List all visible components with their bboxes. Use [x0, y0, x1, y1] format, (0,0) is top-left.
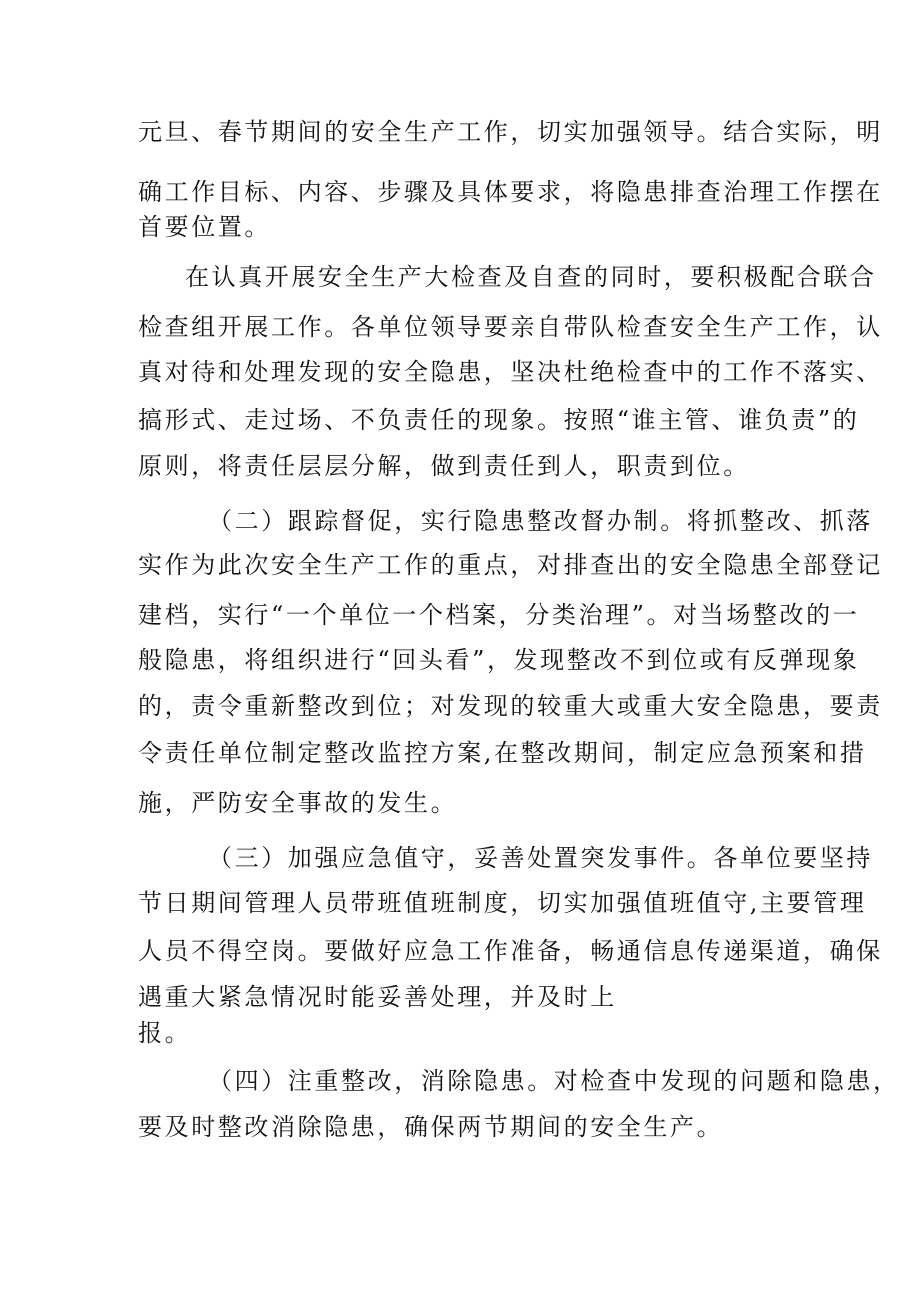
text-line: 人员不得空岗。要做好应急工作准备，畅通信息传递渠道，确保 [138, 937, 883, 965]
text-line: 原则，将责任层层分解，做到责任到人，职责到位。 [138, 452, 750, 480]
text-line: （四）注重整改，消除隐患。对检查中发现的问题和隐患， [208, 1067, 900, 1095]
text-line: 要及时整改消除隐患，确保两节期间的安全生产。 [138, 1113, 724, 1141]
text-line: （三）加强应急值守，妥善处置突发事件。各单位要坚持 [208, 844, 873, 872]
text-line: 首要位置。 [138, 213, 271, 241]
text-line: 施，严防安全事故的发生。 [138, 789, 458, 817]
text-line: 元旦、春节期间的安全生产工作，切实加强领导。结合实际，明 [138, 118, 883, 146]
text-line: 建档，实行“一个单位一个档案，分类治理”。对当场整改的一 [138, 601, 860, 629]
text-line: 令责任单位制定整改监控方案,在整改期间，制定应急预案和措 [138, 739, 867, 767]
text-line: 在认真开展安全生产大检查及自查的同时，要积极配合联合 [185, 263, 877, 291]
text-line: 般隐患，将组织进行“回头看”，发现整改不到位或有反弹现象 [138, 646, 860, 674]
text-line: 搞形式、走过场、不负责任的现象。按照“谁主管、谁负责”的 [138, 406, 860, 434]
text-line: 节日期间管理人员带班值班制度，切实加强值班值守,主要管理 [138, 889, 867, 917]
text-line: 确工作目标、内容、步骤及具体要求，将隐患排查治理工作摆在 [138, 178, 883, 206]
text-line: 真对待和处理发现的安全隐患，坚决杜绝检查中的工作不落实、 [138, 358, 883, 386]
text-line: 实作为此次安全生产工作的重点，对排查出的安全隐患全部登记 [138, 551, 883, 579]
text-line: （二）跟踪督促，实行隐患整改督办制。将抓整改、抓落 [208, 507, 873, 535]
text-line: 检查组开展工作。各单位领导要亲自带队检查安全生产工作，认 [138, 313, 883, 341]
text-line: 的，责令重新整改到位；对发现的较重大或重大安全隐患，要责 [138, 692, 883, 720]
text-line: 报。 [138, 1019, 192, 1047]
text-line: 遇重大紧急情况时能妥善处理，并及时上 [138, 983, 617, 1011]
